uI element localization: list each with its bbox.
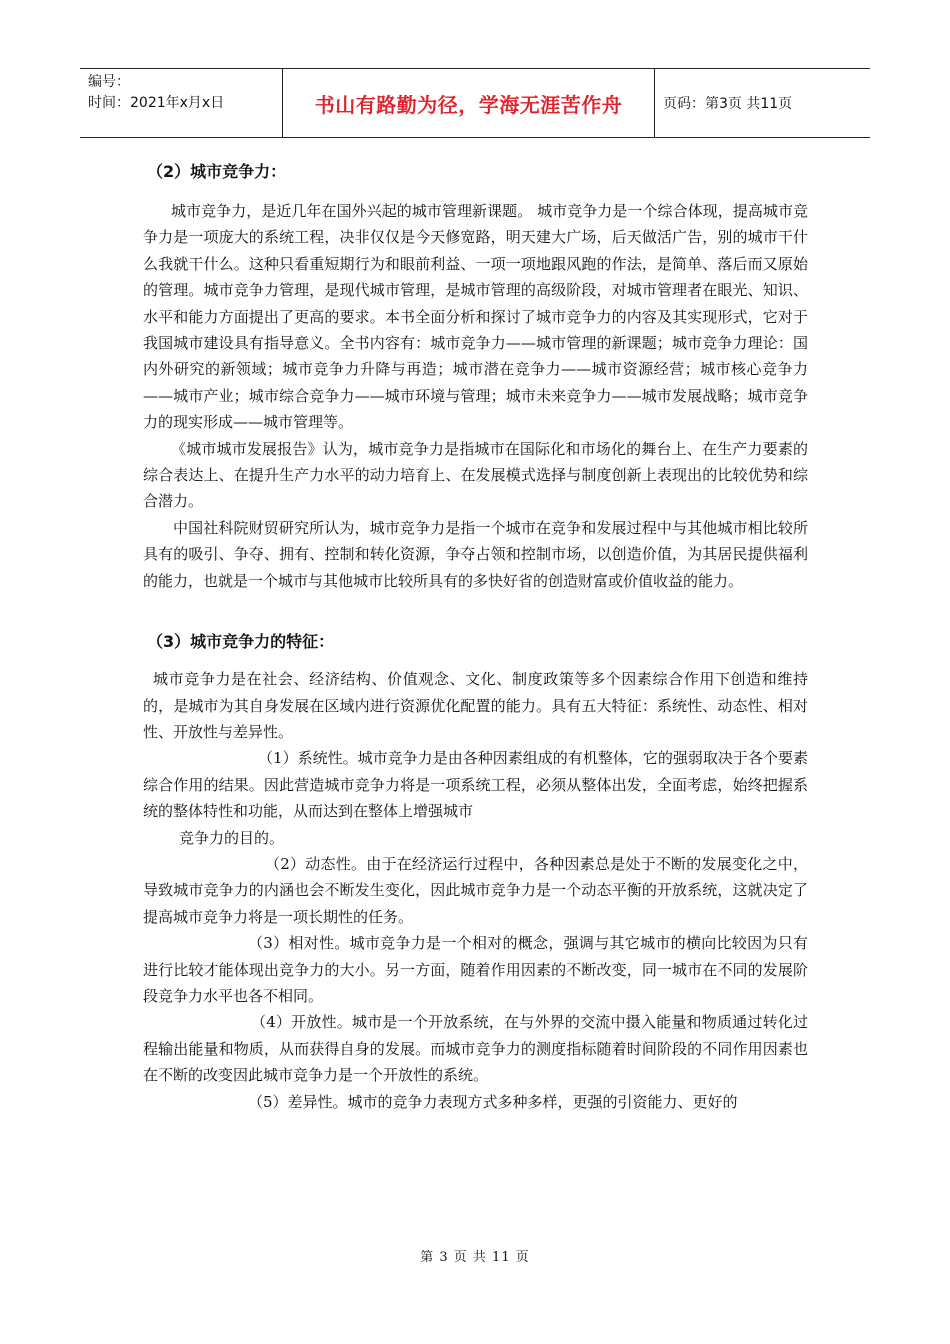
header-motto: 书山有路勤为径，学海无涯苦作舟 bbox=[314, 92, 623, 117]
section-2-paragraph-3: 中国社科院财贸研究所认为，城市竞争力是指一个城市在竞争和发展过程中与其他城市相比较所具有的吸引、争夺、拥有、控制和转化资源，争夺占领和控制市场，以创造价值，为其居民提供福利的能力，也就是一个城市与其他城市比较所具有的多快好省的创造财富或价值收益的能力。 bbox=[143, 518, 808, 590]
header-motto-cell bbox=[283, 69, 655, 137]
section-2-paragraph-1: 城市竞争力，是近几年在国外兴起的城市管理新课题。 城市竞争力是一个综合体现，提高城市竞争力是一项庞大的系统工程，决非仅仅是今天修宽路，明天建大广场，后天做活广告，别的城市干什么我就干什么。这种只看重短期行为和眼前利益、一项一项地跟风跑的作法，是简单、落后而又原始的管理。城市竞争力管理，是现代城市管理，是城市管理的高级阶段，对城市管理者在眼光、知识、水平和能力方面提出了更高的要求。本书全面分析和探讨了城市竞争力的内容及其实现形式，它对于我国城市建设具有指导意义。全书内容有：城市竞争力——城市管理的新课题；城市竞争力理论：国内外研究的新领域；城市竞争力升降与再造；城市潜在竞争力——城市资源经营；城市核心竞争力——城市产业；城市综合竞争力——城市环境与管理；城市未来竞争力——城市发展战略；城市竞争力的现实形成——城市管理等。 bbox=[143, 202, 808, 432]
feature-1-paragraph: （1）系统性。城市竞争力是由各种因素组成的有机整体，它的强弱取决于各个要素综合作用的结果。因此营造城市竞争力将是一项系统工程，必须从整体出发，全面考虑，始终把握系统的整体特性和功能，从而达到在整体上增强城市 bbox=[143, 749, 808, 821]
section-2-heading: （2）城市竞争力： bbox=[147, 161, 287, 181]
serial-number-label: 编号： bbox=[88, 74, 130, 90]
header-page-info: 页码：第3页 共11页 bbox=[663, 96, 793, 112]
document-body bbox=[143, 152, 808, 1115]
feature-5-paragraph: （5）差异性。城市的竞争力表现方式多种多样，更强的引资能力、更好的 bbox=[248, 1092, 738, 1111]
page-header bbox=[80, 68, 870, 138]
page-footer: 第 3 页 共 11 页 bbox=[420, 1250, 530, 1265]
section-3-heading: （3）城市竞争力的特征： bbox=[147, 631, 335, 651]
feature-1-continuation: 竞争力的目的。 bbox=[179, 828, 285, 847]
feature-4-paragraph: （4）开放性。城市是一个开放系统，在与外界的交流中摄入能量和物质通过转化过程输出能量和物质，从而获得自身的发展。而城市竞争力的测度指标随着时间阶段的不同作用因素也在不断的改变因此城市竞争力是一个开放性的系统。 bbox=[143, 1013, 808, 1085]
feature-2-paragraph: （2）动态性。由于在经济运行过程中，各种因素总是处于不断的发展变化之中，导致城市竞争力的内涵也会不断发生变化，因此城市竞争力是一个动态平衡的开放系统，这就决定了提高城市竞争力将是一项长期性的任务。 bbox=[143, 854, 808, 926]
feature-3-paragraph: （3）相对性。城市竞争力是一个相对的概念，强调与其它城市的横向比较因为只有进行比较才能体现出竞争力的大小。另一方面，随着作用因素的不断改变，同一城市在不同的发展阶段竞争力水平也各不相同。 bbox=[143, 934, 808, 1005]
header-meta bbox=[80, 69, 283, 137]
section-3-intro: 城市竞争力是在社会、经济结构、价值观念、文化、制度政策等多个因素综合作用下创造和维持的，是城市为其自身发展在区域内进行资源优化配置的能力。具有五大特征：系统性、动态性、相对性、开放性与差异性。 bbox=[143, 670, 808, 741]
section-2-paragraph-2: 《城市城市发展报告》认为，城市竞争力是指城市在国际化和市场化的舞台上、在生产力要素的综合表达上、在提升生产力水平的动力培育上、在发展模式选择与制度创新上表现出的比较优势和综合潜力。 bbox=[143, 439, 808, 511]
date-label: 时间：2021年x月x日 bbox=[88, 95, 225, 111]
